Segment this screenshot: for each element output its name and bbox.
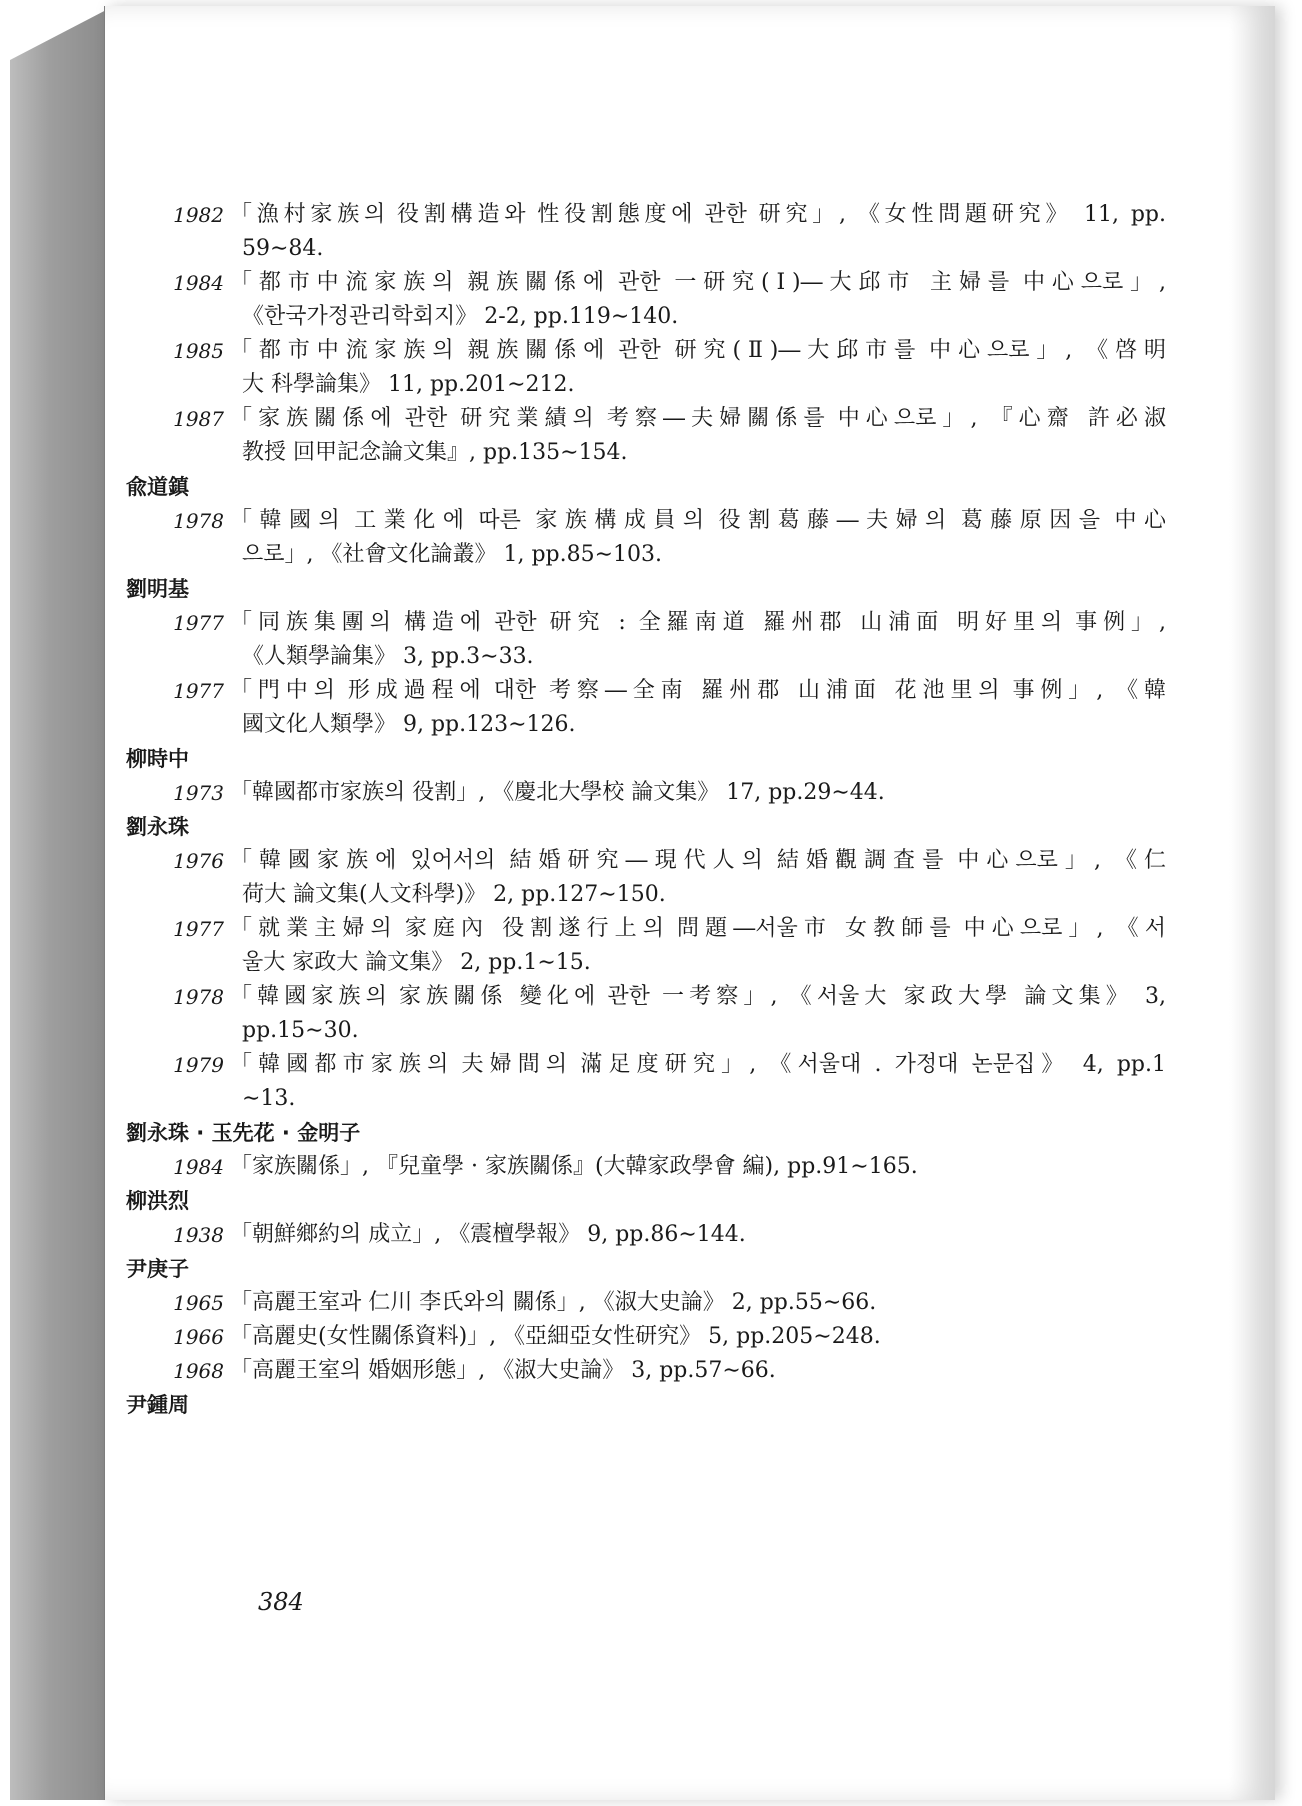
bibliography-entry: [126, 1048, 1166, 1116]
author-heading: 劉永珠 · 玉先花 · 金明子: [126, 1121, 361, 1145]
entry-text-line: pp.15∼30.: [242, 1018, 359, 1043]
entry-text-line: ∼13.: [242, 1086, 296, 1111]
entry-text-line: 「韓國家族의 家族關係 變化에 관한 一考察」, 《서울大 家政大學 論文集》 3,: [230, 984, 1166, 1009]
bibliography-entry: [126, 776, 1166, 810]
entry-year: 1984: [173, 271, 224, 295]
entry-text-line: 「韓國의 工業化에 따른 家族構成員의 役割葛藤―夫婦의 葛藤原因을 中心: [230, 508, 1166, 533]
bibliography-entry: [126, 402, 1166, 470]
entry-year: 1968: [173, 1359, 224, 1383]
author-heading: 尹鍾周: [126, 1393, 189, 1417]
bibliography-entry: [126, 912, 1166, 980]
entry-text-line: 教授 回甲記念論文集』, pp.135∼154.: [242, 440, 628, 465]
entry-year: 1987: [173, 407, 224, 431]
author-heading: 劉明基: [126, 577, 189, 601]
entry-year: 1976: [173, 849, 224, 873]
bibliography-entry: [126, 1354, 1166, 1388]
bibliography-entry: [126, 674, 1166, 742]
entry-text-line: 國文化人類學》 9, pp.123∼126.: [242, 712, 576, 737]
entry-year: 1979: [173, 1053, 224, 1077]
author-heading: 兪道鎮: [126, 475, 189, 499]
entry-text-line: 「都市中流家族의 親族關係에 관한 一研究(Ⅰ)―大邱市 主婦를 中心으로」,: [230, 270, 1166, 295]
entry-text-line: 「家族關係」, 『兒童學 · 家族關係』(大韓家政學會 編), pp.91∼165.: [230, 1154, 918, 1179]
entry-text-line: 「高麗王室과 仁川 李氏와의 關係」, 《淑大史論》 2, pp.55∼66.: [230, 1290, 877, 1315]
entry-text-line: 「韓國都市家族의 夫婦間의 滿足度研究」, 《서울대 . 가정대 논문집》 4, pp.1: [230, 1052, 1166, 1077]
entry-text-line: 「漁村家族의 役割構造와 性役割態度에 관한 研究」, 《女性問題研究》 11, pp.: [230, 202, 1166, 227]
entry-text-line: 「韓國家族에 있어서의 結婚研究―現代人의 結婚觀調査를 中心으로」, 《仁: [230, 848, 1166, 873]
bibliography-entry: [126, 334, 1166, 402]
bibliography-entry: [126, 1320, 1166, 1354]
page-edge-shadow: [1229, 6, 1275, 1800]
entry-text-line: 으로」, 《社會文化論叢》 1, pp.85∼103.: [242, 542, 663, 567]
entry-text-line: 「朝鮮鄉約의 成立」, 《震檀學報》 9, pp.86∼144.: [230, 1222, 746, 1247]
entry-text-line: 「同族集團의 構造에 관한 研究 : 全羅南道 羅州郡 山浦面 明好里의 事例」,: [230, 610, 1166, 635]
entry-year: 1965: [173, 1291, 224, 1315]
entry-text-line: 울大 家政大 論文集》 2, pp.1∼15.: [242, 950, 591, 975]
entry-year: 1977: [173, 679, 224, 703]
entry-year: 1982: [173, 203, 224, 227]
bibliography-entry: [126, 1286, 1166, 1320]
author-heading: 柳洪烈: [126, 1189, 189, 1213]
entry-text-line: 59∼84.: [242, 236, 324, 261]
entry-text-line: 荷大 論文集(人文科學)》 2, pp.127∼150.: [242, 882, 666, 907]
entry-year: 1973: [173, 781, 224, 805]
entry-text-line: 「高麗史(女性關係資料)」, 《亞細亞女性研究》 5, pp.205∼248.: [230, 1324, 881, 1349]
author-heading: 劉永珠: [126, 815, 189, 839]
entry-text-line: 「高麗王室의 婚姻形態」, 《淑大史論》 3, pp.57∼66.: [230, 1358, 776, 1383]
bibliography-entry: [126, 266, 1166, 334]
bibliography-entry: [126, 606, 1166, 674]
entry-year: 1966: [173, 1325, 224, 1349]
entry-text-line: 《한국가정관리학회지》 2-2, pp.119∼140.: [242, 304, 679, 329]
bibliography-list: [126, 198, 1166, 1422]
bibliography-entry: [126, 1218, 1166, 1252]
entry-year: 1977: [173, 611, 224, 635]
entry-text-line: 《人類學論集》 3, pp.3∼33.: [242, 644, 534, 669]
bibliography-entry: [126, 504, 1166, 572]
bibliography-entry: [126, 198, 1166, 266]
entry-text-line: 「門中의 形成過程에 대한 考察―全南 羅州郡 山浦面 花池里의 事例」, 《韓: [230, 678, 1166, 703]
entry-year: 1985: [173, 339, 224, 363]
author-heading: 柳時中: [126, 747, 189, 771]
entry-year: 1978: [173, 985, 224, 1009]
entry-year: 1978: [173, 509, 224, 533]
entry-text-line: 大 科學論集》 11, pp.201∼212.: [242, 372, 575, 397]
bibliography-entry: [126, 844, 1166, 912]
author-heading: 尹庚子: [126, 1257, 189, 1281]
page-number: 384: [258, 1588, 304, 1616]
entry-text-line: 「都市中流家族의 親族關係에 관한 研究(Ⅱ)―大邱市를 中心으로」, 《啓明: [230, 338, 1166, 363]
entry-text-line: 「家族關係에 관한 研究業績의 考察―夫婦關係를 中心으로」, 『心齋 許必淑: [230, 406, 1166, 431]
bibliography-entry: [126, 980, 1166, 1048]
entry-year: 1984: [173, 1155, 224, 1179]
entry-text-line: 「就業主婦의 家庭內 役割遂行上의 問題―서울市 女教師를 中心으로」, 《서: [230, 916, 1166, 941]
entry-text-line: 「韓國都市家族의 役割」, 《慶北大學校 論文集》 17, pp.29∼44.: [230, 780, 885, 805]
bibliography-entry: [126, 1150, 1166, 1184]
entry-year: 1977: [173, 917, 224, 941]
book-spine: [10, 8, 110, 1800]
entry-year: 1938: [173, 1223, 224, 1247]
